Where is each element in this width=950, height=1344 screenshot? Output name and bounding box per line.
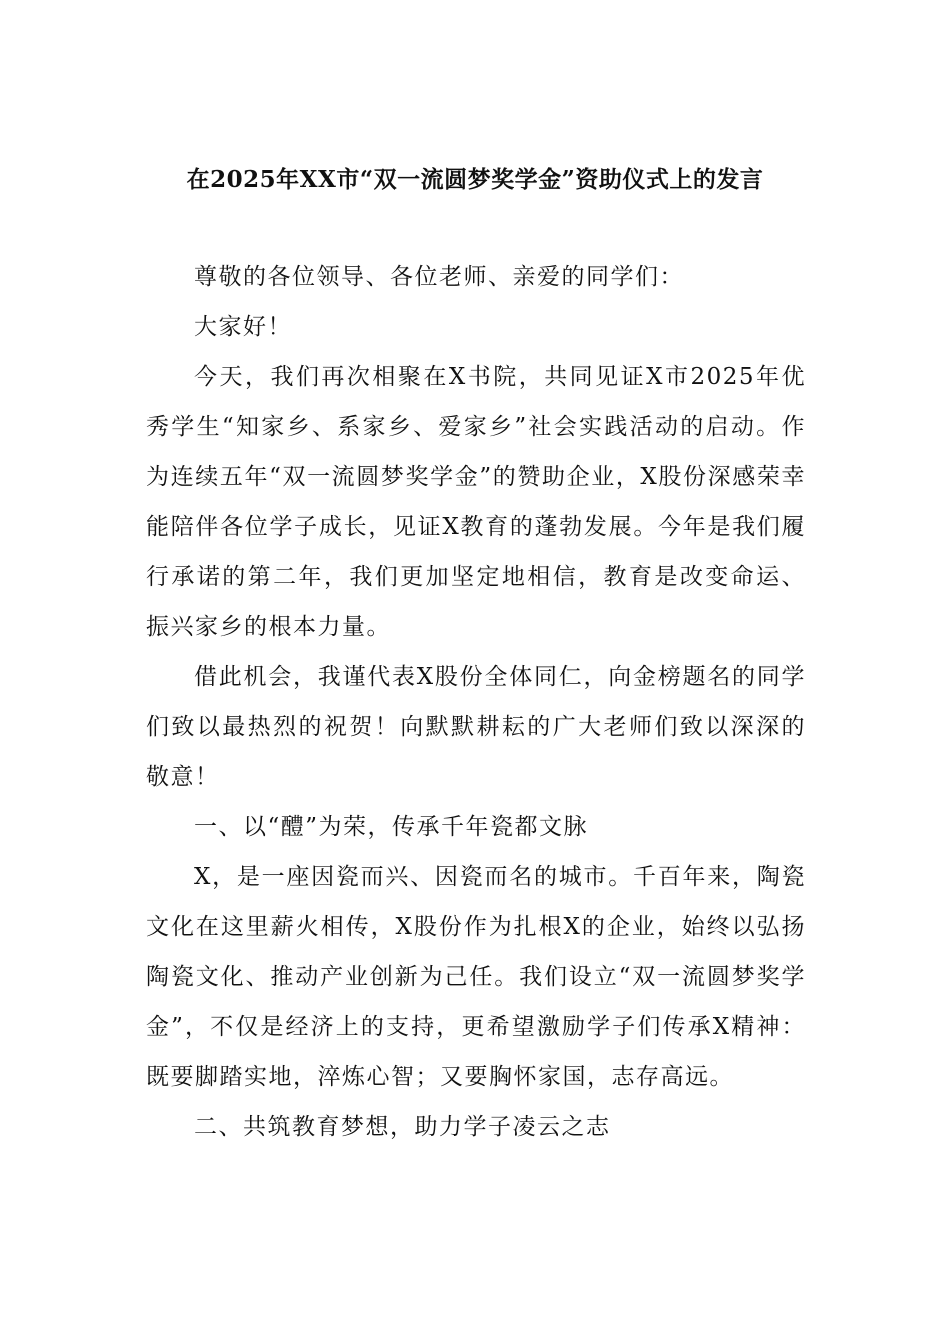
document-body (146, 252, 806, 1152)
congratulations-paragraph: 借此机会，我谨代表X股份全体同仁，向金榜题名的同学们致以最热烈的祝贺！向默默耕耘的广大老师们致以深深的敬意！ (146, 664, 806, 790)
section-heading-2: 二、共筑教育梦想，助力学子凌云之志 (194, 1114, 611, 1140)
section-1-paragraph: X，是一座因瓷而兴、因瓷而名的城市。千百年来，陶瓷文化在这里薪火相传，X股份作为扎根X的企业，始终以弘扬陶瓷文化、推动产业创新为己任。我们设立“双一流圆梦奖学金”，不仅是经济上的支持，更希望激励学子们传承X精神：既要脚踏实地，淬炼心智；又要胸怀家国，志存高远。 (146, 864, 806, 1090)
document-title: 在2025年XX市“双一流圆梦奖学金”资助仪式上的发言 (186, 166, 764, 193)
section-heading-1: 一、以“醴”为荣，传承千年瓷都文脉 (194, 814, 589, 840)
greeting-paragraph: 大家好！ (194, 314, 292, 340)
opening-paragraph: 今天，我们再次相聚在X书院，共同见证X市2025年优秀学生“知家乡、系家乡、爱家乡”社会实践活动的启动。作为连续五年“双一流圆梦奖学金”的赞助企业，X股份深感荣幸能陪伴各位学子成长，见证X教育的蓬勃发展。今年是我们履行承诺的第二年，我们更加坚定地相信，教育是改变命运、振兴家乡的根本力量。 (146, 364, 806, 640)
salutation-paragraph: 尊敬的各位领导、各位老师、亲爱的同学们： (194, 264, 684, 290)
